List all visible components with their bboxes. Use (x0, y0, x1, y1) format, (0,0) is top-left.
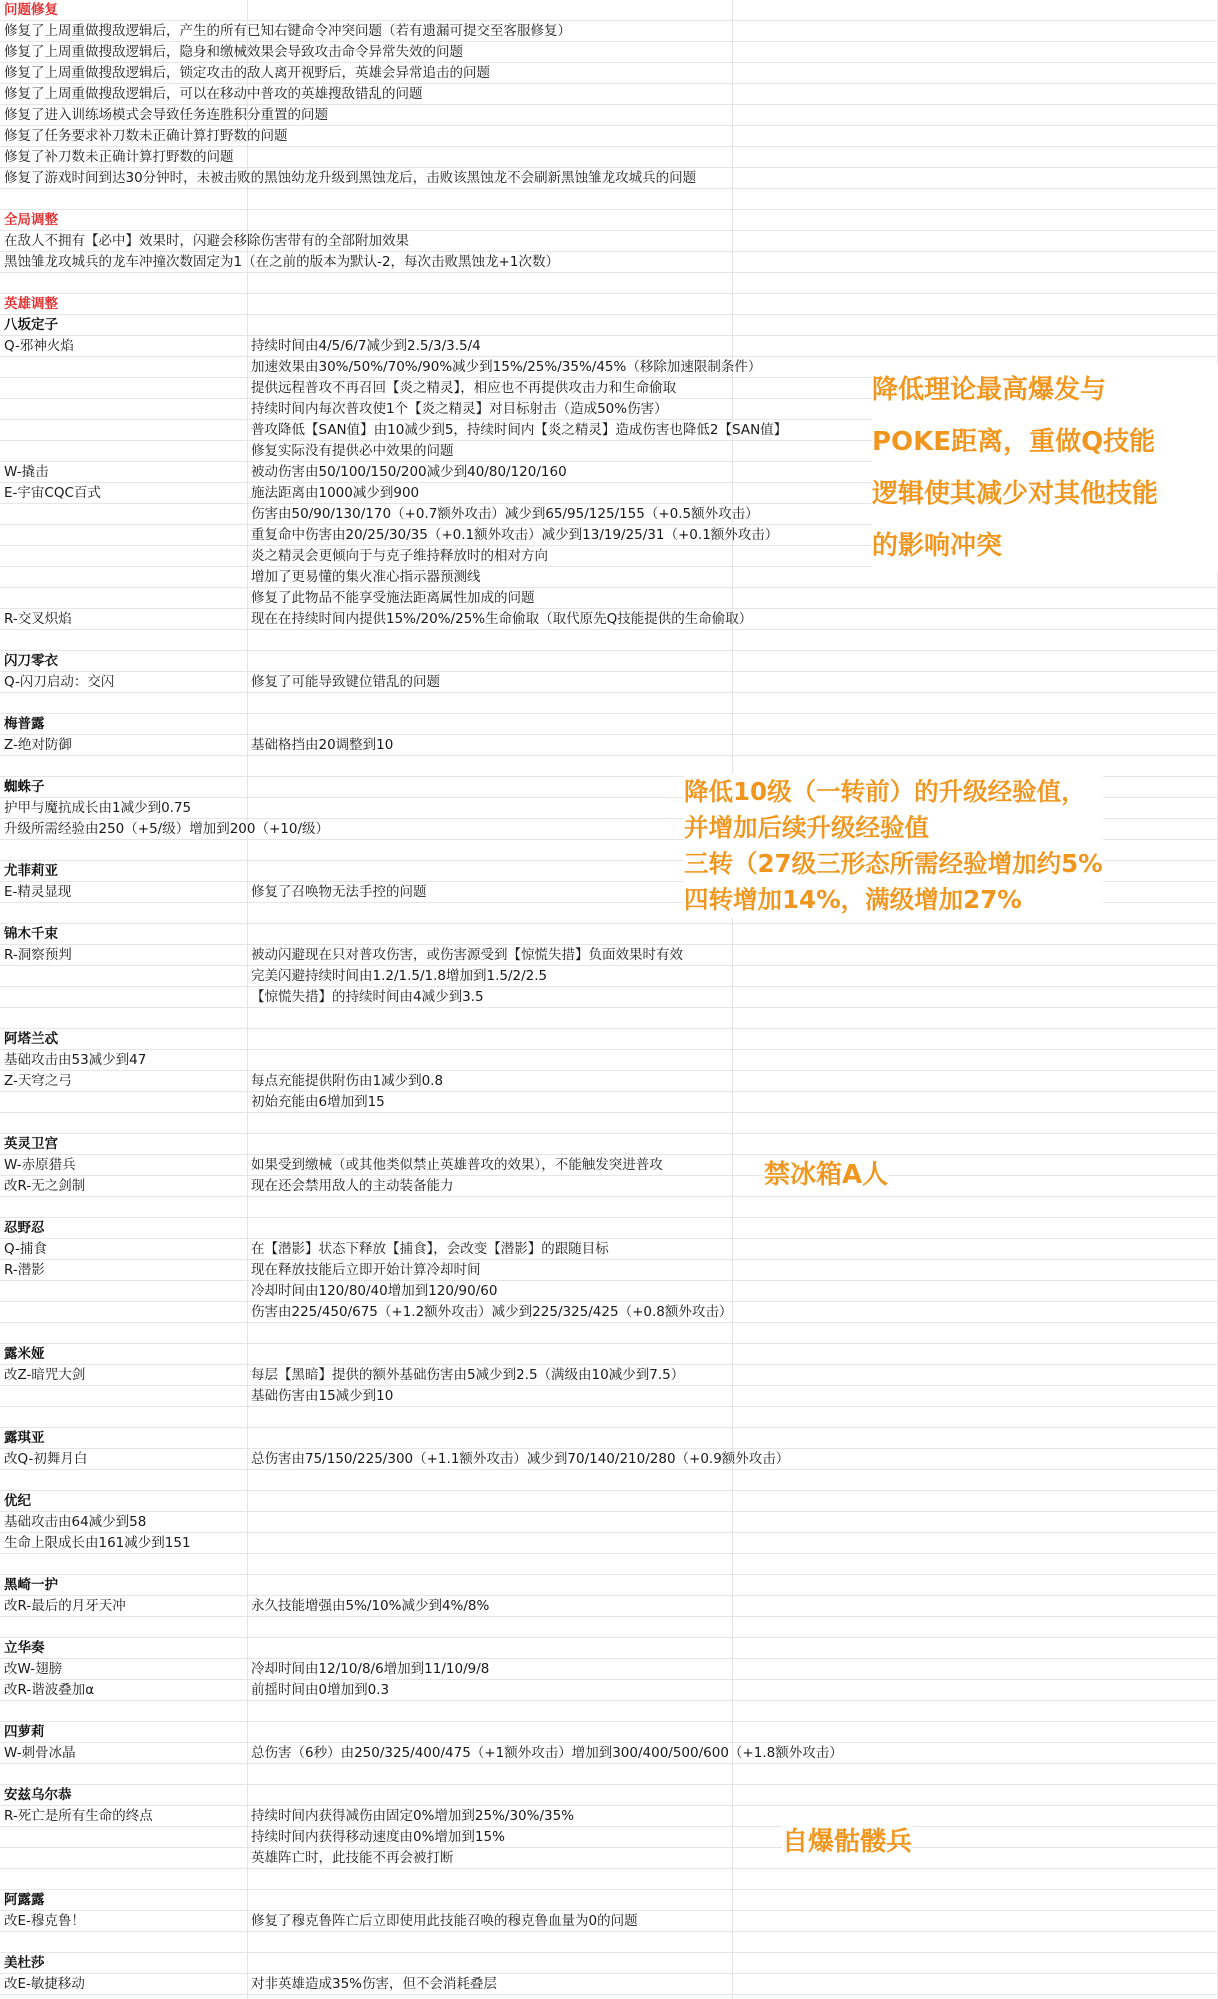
table-row (0, 588, 1218, 609)
table-row (0, 1911, 1218, 1932)
table-row (0, 1743, 1218, 1764)
cell-left: 改E-敏捷移动 (4, 1976, 85, 1992)
blank-row (0, 1701, 1218, 1722)
hero-name: 美杜莎 (4, 1955, 45, 1971)
hero-name-row (0, 924, 1218, 945)
cell-right: 现在释放技能后立即开始计算冷却时间 (251, 1262, 481, 1278)
table-row (0, 21, 1218, 42)
cell-right: 持续时间内每次普攻使1个【炎之精灵】对目标射击（造成50%伤害） (251, 401, 668, 417)
hero-name-row (0, 1491, 1218, 1512)
hero-name: 露米娅 (4, 1346, 45, 1362)
hero-name-row (0, 714, 1218, 735)
cell-left: R-洞察预判 (4, 947, 72, 963)
hero-name: 露琪亚 (4, 1430, 45, 1446)
cell-left: W-赤原猎兵 (4, 1157, 76, 1173)
cell-right: 完美闪避持续时间由1.2/1.5/1.8增加到1.5/2/2.5 (251, 968, 548, 984)
table-row (0, 1596, 1218, 1617)
cell-left: Q-捕食 (4, 1241, 47, 1257)
cell-right: 对非英雄造成35%伤害，但不会消耗叠层 (251, 1976, 498, 1992)
table-row (0, 1050, 1218, 1071)
hero-name-row (0, 1638, 1218, 1659)
cell-right: 现在还会禁用敌人的主动装备能力 (251, 1178, 454, 1194)
cell-right: 永久技能增强由5%/10%减少到4%/8% (251, 1598, 490, 1614)
section-title: 全局调整 (4, 212, 58, 228)
table-row (0, 987, 1218, 1008)
cell-right: 修复实际没有提供必中效果的问题 (251, 443, 454, 459)
cell-right: 前摇时间由0增加到0.3 (251, 1682, 390, 1698)
cell-right: 在【潜影】状态下释放【捕食】，会改变【潜影】的跟随目标 (251, 1241, 609, 1257)
table-row (0, 1659, 1218, 1680)
cell-right: 修复了可能导致键位错乱的问题 (251, 674, 440, 690)
annotation-line: 自爆骷髅兵 (782, 1827, 913, 1857)
hero-name-row (0, 1344, 1218, 1365)
table-row (0, 84, 1218, 105)
annotation-line: POKE距离，重做Q技能 (872, 427, 1156, 457)
cell-right: 施法距离由1000减少到900 (251, 485, 420, 501)
cell-right: 每层【黑暗】提供的额外基础伤害由5减少到2.5（满级由10减少到7.5） (251, 1367, 685, 1383)
cell-left: W-撬击 (4, 464, 49, 480)
cell-left: R-潜影 (4, 1262, 45, 1278)
table-row (0, 1071, 1218, 1092)
hero-name-row (0, 1890, 1218, 1911)
table-row (0, 1302, 1218, 1323)
table-row (0, 1848, 1218, 1869)
cell-right: 持续时间由4/5/6/7减少到2.5/3/3.5/4 (251, 338, 481, 354)
cell-right: 每点充能提供附伤由1减少到0.8 (251, 1073, 444, 1089)
section-title: 问题修复 (4, 2, 58, 18)
annotation-line: 三转（27级三形态所需经验增加约5% (684, 849, 1103, 878)
hero-name-row (0, 1428, 1218, 1449)
cell-left: 护甲与魔抗成长由1减少到0.75 (4, 800, 192, 816)
cell-left: W-刺骨冰晶 (4, 1745, 76, 1761)
hero-name: 梅普露 (4, 716, 45, 732)
cell-left: E-精灵显现 (4, 884, 72, 900)
cell-left: 黑蚀雏龙攻城兵的龙车冲撞次数固定为1（在之前的版本为默认-2，每次击败黑蚀龙+1次数） (4, 254, 559, 270)
cell-right: 加速效果由30%/50%/70%/90%减少到15%/25%/35%/45%（移除加速限制条件） (251, 359, 762, 375)
table-row (0, 1260, 1218, 1281)
blank-row (0, 1869, 1218, 1890)
cell-right: 【惊慌失措】的持续时间由4减少到3.5 (251, 989, 484, 1005)
cell-right: 初始充能由6增加到15 (251, 1094, 385, 1110)
table-row (0, 966, 1218, 987)
blank-row (0, 189, 1218, 210)
hero-name: 安兹乌尔恭 (4, 1787, 72, 1803)
table-row (0, 1176, 1218, 1197)
section-header-row (0, 210, 1218, 231)
table-row (0, 735, 1218, 756)
blank-row (0, 1554, 1218, 1575)
table-row (0, 1239, 1218, 1260)
hero-name: 四萝莉 (4, 1724, 45, 1740)
cell-right: 持续时间内获得减伤由固定0%增加到25%/30%/35% (251, 1808, 575, 1824)
blank-row (0, 1764, 1218, 1785)
blank-row (0, 273, 1218, 294)
annotation-emiya (764, 1157, 888, 1193)
table-row (0, 1827, 1218, 1848)
table-row (0, 1974, 1218, 1995)
table-row (0, 1155, 1218, 1176)
cell-right: 基础伤害由15减少到10 (251, 1388, 394, 1404)
table-row (0, 231, 1218, 252)
hero-name: 蜘蛛子 (4, 779, 45, 795)
annotation-line: 四转增加14%，满级增加27% (684, 885, 1022, 914)
hero-name: 八坂定子 (4, 317, 58, 333)
cell-left: 修复了上周重做搜敌逻辑后，锁定攻击的敌人离开视野后，英雄会异常追击的问题 (4, 65, 490, 81)
cell-right: 被动伤害由50/100/150/200减少到40/80/120/160 (251, 464, 567, 480)
cell-left: 修复了游戏时间到达30分钟时，未被击败的黑蚀幼龙升级到黑蚀龙后，击败该黑蚀龙不会刷新黑蚀雏龙攻城兵的问题 (4, 170, 697, 186)
hero-name-row (0, 651, 1218, 672)
hero-name: 立华奏 (4, 1640, 45, 1656)
blank-row (0, 1323, 1218, 1344)
table-row (0, 1365, 1218, 1386)
cell-right: 伤害由50/90/130/170（+0.7额外攻击）减少到65/95/125/155（+0.5额外攻击） (251, 506, 759, 522)
section-header-row (0, 294, 1218, 315)
cell-left: Z-绝对防御 (4, 737, 72, 753)
cell-left: 在敌人不拥有【必中】效果时，闪避会移除伤害带有的全部附加效果 (4, 233, 409, 249)
cell-right: 冷却时间由120/80/40增加到120/90/60 (251, 1283, 498, 1299)
cell-left: 生命上限成长由161减少到151 (4, 1535, 191, 1551)
cell-right: 持续时间内获得移动速度由0%增加到15% (251, 1829, 505, 1845)
hero-name: 优纪 (4, 1493, 31, 1509)
cell-right: 被动闪避现在只对普攻伤害，或伤害源受到【惊慌失措】负面效果时有效 (251, 947, 683, 963)
cell-left: E-宇宙CQC百式 (4, 485, 101, 501)
hero-name: 英灵卫宫 (4, 1136, 58, 1152)
annotation-line: 并增加后续升级经验值 (684, 813, 929, 842)
blank-row (0, 1197, 1218, 1218)
table-row (0, 672, 1218, 693)
blank-row (0, 630, 1218, 651)
table-row (0, 336, 1218, 357)
cell-right: 冷却时间由12/10/8/6增加到11/10/9/8 (251, 1661, 490, 1677)
table-row (0, 168, 1218, 189)
hero-name-row (0, 1785, 1218, 1806)
section-header-row (0, 0, 1218, 21)
annotation-line: 禁冰箱A人 (764, 1160, 889, 1190)
cell-left: 改R-谐波叠加α (4, 1682, 95, 1698)
table-row (0, 1386, 1218, 1407)
blank-row (0, 1008, 1218, 1029)
cell-right: 基础格挡由20调整到10 (251, 737, 394, 753)
cell-right: 如果受到缴械（或其他类似禁止英雄普攻的效果），不能触发突进普攻 (251, 1157, 663, 1173)
cell-left: 升级所需经验由250（+5/级）增加到200（+10/级） (4, 821, 330, 837)
cell-left: 基础攻击由64减少到58 (4, 1514, 147, 1530)
hero-name-row (0, 1722, 1218, 1743)
table-row (0, 147, 1218, 168)
cell-right: 普攻降低【SAN值】由10减少到5，持续时间内【炎之精灵】造成伤害也降低2【SAN值】 (251, 422, 788, 438)
cell-right: 总伤害由75/150/225/300（+1.1额外攻击）减少到70/140/210/280（+0.9额外攻击） (251, 1451, 790, 1467)
cell-left: 修复了任务要求补刀数未正确计算打野数的问题 (4, 128, 288, 144)
cell-left: R-死亡是所有生命的终点 (4, 1808, 153, 1824)
table-row (0, 1092, 1218, 1113)
hero-name-row (0, 1575, 1218, 1596)
cell-left: Q-闪刀启动：交闪 (4, 674, 115, 690)
cell-left: 改W-翅膀 (4, 1661, 63, 1677)
table-row (0, 252, 1218, 273)
cell-right: 提供远程普攻不再召回【炎之精灵】，相应也不再提供攻击力和生命偷取 (251, 380, 677, 396)
cell-left: Z-天穹之弓 (4, 1073, 72, 1089)
table-row (0, 1281, 1218, 1302)
table-row (0, 126, 1218, 147)
cell-right: 修复了召唤物无法手控的问题 (251, 884, 427, 900)
hero-name: 锦木千束 (4, 926, 58, 942)
cell-left: 改Q-初舞月白 (4, 1451, 88, 1467)
annotation-line: 的影响冲突 (872, 531, 1003, 561)
table-row (0, 1806, 1218, 1827)
hero-name: 阿露露 (4, 1892, 45, 1908)
cell-left: 改E-穆克鲁！ (4, 1913, 85, 1929)
cell-left: Q-邪神火焰 (4, 338, 74, 354)
cell-right: 伤害由225/450/675（+1.2额外攻击）减少到225/325/425（+0.8额外攻击） (251, 1304, 733, 1320)
hero-name-row (0, 1953, 1218, 1974)
annotation-line: 降低10级（一转前）的升级经验值， (684, 777, 1086, 806)
annotation-kasaka (872, 364, 1218, 572)
cell-right: 现在在持续时间内提供15%/20%/25%生命偷取（取代原先Q技能提供的生命偷取） (251, 611, 753, 627)
table-row (0, 63, 1218, 84)
cell-right: 英雄阵亡时，此技能不再会被打断 (251, 1850, 454, 1866)
blank-row (0, 1407, 1218, 1428)
hero-name-row (0, 315, 1218, 336)
section-title: 英雄调整 (4, 296, 58, 312)
hero-name-row (0, 1218, 1218, 1239)
cell-left: 改R-最后的月牙天冲 (4, 1598, 126, 1614)
table-row (0, 945, 1218, 966)
hero-name: 尤菲莉亚 (4, 863, 58, 879)
table-row (0, 1680, 1218, 1701)
cell-right: 总伤害（6秒）由250/325/400/475（+1额外攻击）增加到300/400/500/600（+1.8额外攻击） (251, 1745, 843, 1761)
annotation-line: 降低理论最高爆发与 (872, 375, 1107, 405)
blank-row (0, 1470, 1218, 1491)
cell-right: 增加了更易懂的集火准心指示器预测线 (251, 569, 481, 585)
cell-left: 修复了进入训练场模式会导致任务连胜积分重置的问题 (4, 107, 328, 123)
annotation-ainz (782, 1824, 912, 1860)
table-row (0, 1449, 1218, 1470)
hero-name: 闪刀零衣 (4, 653, 58, 669)
blank-row (0, 1113, 1218, 1134)
cell-left: 修复了上周重做搜敌逻辑后，可以在移动中普攻的英雄搜敌错乱的问题 (4, 86, 423, 102)
cell-left: R-交叉炽焰 (4, 611, 72, 627)
cell-right: 修复了此物品不能享受施法距离属性加成的问题 (251, 590, 535, 606)
cell-left: 修复了补刀数未正确计算打野数的问题 (4, 149, 234, 165)
cell-left: 修复了上周重做搜敌逻辑后，产生的所有已知右键命令冲突问题（若有遗漏可提交至客服修复） (4, 23, 571, 39)
annotation-line: 逻辑使其减少对其他技能 (872, 479, 1159, 509)
cell-left: 修复了上周重做搜敌逻辑后，隐身和缴械效果会导致攻击命令异常失效的问题 (4, 44, 463, 60)
table-row (0, 1512, 1218, 1533)
cell-left: 改R-无之剑制 (4, 1178, 86, 1194)
cell-right: 修复了穆克鲁阵亡后立即使用此技能召唤的穆克鲁血量为0的问题 (251, 1913, 638, 1929)
table-row (0, 609, 1218, 630)
hero-name: 忍野忍 (4, 1220, 45, 1236)
cell-right: 炎之精灵会更倾向于与克子维持释放时的相对方向 (251, 548, 548, 564)
blank-row (0, 1932, 1218, 1953)
cell-right: 重复命中伤害由20/25/30/35（+0.1额外攻击）减少到13/19/25/31（+0.1额外攻击） (251, 527, 779, 543)
table-row (0, 42, 1218, 63)
cell-left: 改Z-暗咒大剑 (4, 1367, 86, 1383)
hero-name-row (0, 1134, 1218, 1155)
table-row (0, 1533, 1218, 1554)
cell-left: 基础攻击由53减少到47 (4, 1052, 147, 1068)
blank-row (0, 693, 1218, 714)
blank-row (0, 1617, 1218, 1638)
annotation-spider (684, 774, 1103, 918)
hero-name-row (0, 1029, 1218, 1050)
hero-name: 阿塔兰忒 (4, 1031, 58, 1047)
hero-name: 黑崎一护 (4, 1577, 58, 1593)
table-row (0, 105, 1218, 126)
